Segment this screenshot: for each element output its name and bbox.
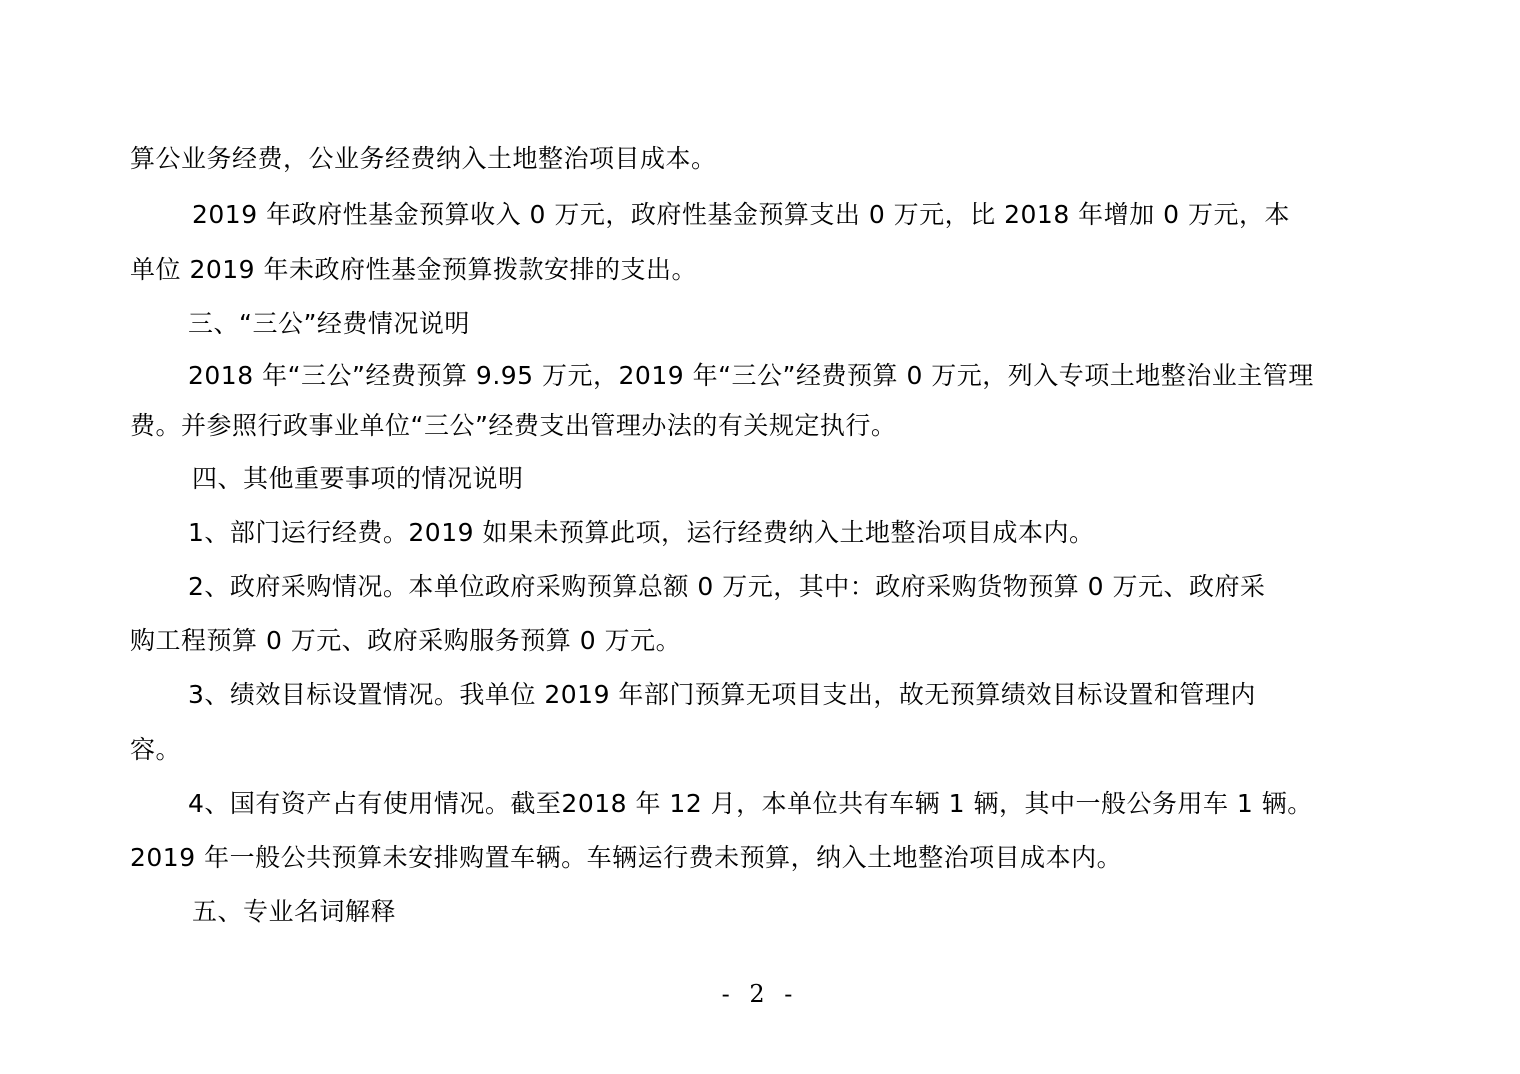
paragraph-line: 2019 年政府性基金预算收入 0 万元，政府性基金预算支出 0 万元，比 2018 年增加 0 万元，本 (192, 200, 1290, 229)
page-number: - 2 - (721, 980, 799, 1008)
paragraph-line: 容。 (130, 735, 182, 764)
section-heading-five: 五、专业名词解释 (192, 897, 397, 926)
paragraph-line: 2019 年一般公共预算未安排购置车辆。车辆运行费未预算，纳入土地整治项目成本内。 (130, 843, 1123, 872)
paragraph-line: 1、部门运行经费。2019 如果未预算此项，运行经费纳入土地整治项目成本内。 (188, 518, 1095, 547)
paragraph-line: 3、绩效目标设置情况。我单位 2019 年部门预算无项目支出，故无预算绩效目标设置和管理内 (188, 680, 1256, 709)
paragraph-line: 4、国有资产占有使用情况。截至2018 年 12 月，本单位共有车辆 1 辆，其中一般公务用车 1 辆。 (188, 789, 1313, 818)
paragraph-line: 单位 2019 年未政府性基金预算拨款安排的支出。 (130, 255, 698, 284)
paragraph-line: 2、政府采购情况。本单位政府采购预算总额 0 万元，其中：政府采购货物预算 0 万元、政府采 (188, 572, 1266, 601)
paragraph-line: 算公业务经费，公业务经费纳入土地整治项目成本。 (130, 144, 717, 173)
section-heading-three: 三、“三公”经费情况说明 (188, 309, 470, 338)
paragraph-line: 费。并参照行政事业单位“三公”经费支出管理办法的有关规定执行。 (130, 411, 897, 440)
section-heading-four: 四、其他重要事项的情况说明 (192, 464, 524, 493)
paragraph-line: 2018 年“三公”经费预算 9.95 万元，2019 年“三公”经费预算 0 万元，列入专项土地整治业主管理 (188, 361, 1314, 390)
paragraph-line: 购工程预算 0 万元、政府采购服务预算 0 万元。 (130, 626, 682, 655)
